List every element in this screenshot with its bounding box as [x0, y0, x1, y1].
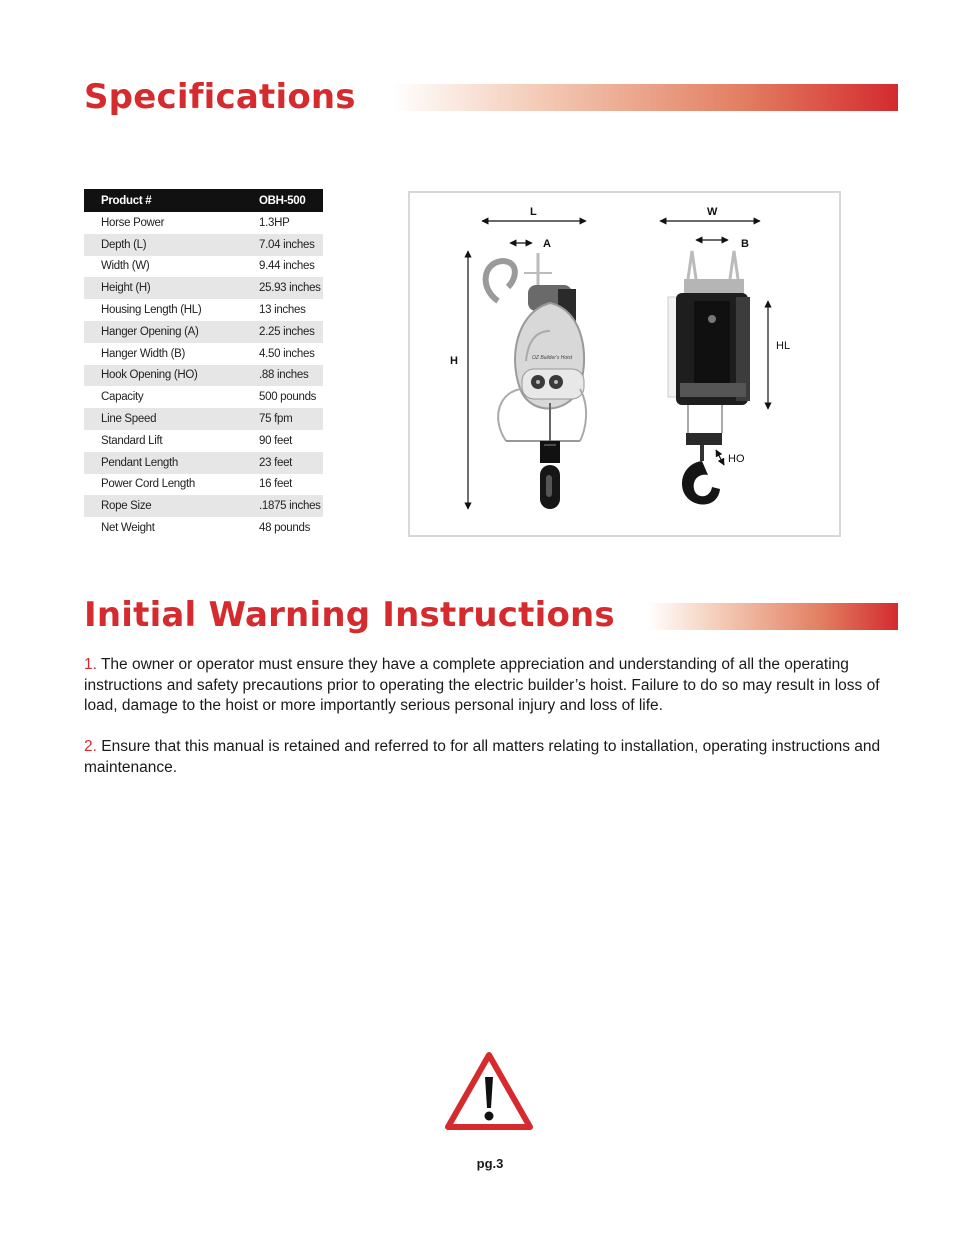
spec-value: 500 pounds	[259, 391, 317, 404]
label-HO: HO	[728, 453, 745, 465]
spec-table-row	[84, 386, 323, 408]
spec-table-row	[84, 495, 323, 517]
spec-value: 9.44 inches	[259, 260, 315, 273]
spec-value: 25.93 inches	[259, 277, 323, 299]
spec-label: Net Weight	[101, 522, 155, 535]
spec-table-row	[84, 430, 323, 452]
warning-item-number: 2.	[84, 738, 97, 755]
spec-value: 90 feet	[259, 434, 293, 447]
hoist-front-view	[668, 251, 750, 505]
spec-label: Height (H)	[84, 277, 259, 299]
spec-label: Pendant Length	[84, 452, 259, 474]
label-L: L	[530, 206, 537, 218]
spec-table-row	[84, 365, 323, 387]
spec-label: Capacity	[101, 391, 144, 404]
spec-label: Width (W)	[101, 260, 150, 273]
spec-table-row	[84, 321, 323, 343]
label-B: B	[741, 238, 749, 250]
spec-value: 2.25 inches	[259, 321, 323, 343]
spec-value: 13 inches	[259, 304, 306, 317]
page-number: pg.3	[476, 1156, 504, 1171]
spec-value: 16 feet	[259, 478, 293, 491]
spec-table-row	[84, 408, 323, 430]
spec-value: .1875 inches	[259, 495, 323, 517]
spec-label: Hanger Opening (A)	[84, 321, 259, 343]
spec-value: 1.3HP	[259, 216, 290, 229]
spec-table-row	[84, 452, 323, 474]
label-A: A	[543, 238, 551, 250]
spec-label: Rope Size	[84, 495, 259, 517]
label-W: W	[707, 206, 718, 218]
warning-item-1	[84, 655, 896, 717]
spec-value: 23 feet	[259, 452, 323, 474]
spec-label: Hook Opening (HO)	[84, 365, 259, 387]
spec-label: Power Cord Length	[101, 478, 195, 491]
spec-value: 75 fpm	[259, 408, 323, 430]
warning-item-text: Ensure that this manual is retained and referred to for all matters relating to installation, operating instructions and maintenance.	[84, 738, 881, 776]
label-H: H	[450, 355, 458, 367]
spec-table-row	[84, 299, 323, 321]
spec-table-row	[84, 517, 323, 539]
spec-label: Housing Length (HL)	[101, 304, 202, 317]
label-HL: HL	[776, 340, 791, 352]
title-gradient-bar	[648, 603, 898, 630]
title-gradient-bar	[392, 84, 898, 111]
warning-instructions-title: Initial Warning Instructions	[84, 595, 615, 635]
spec-table-header	[84, 189, 323, 212]
hoist-side-view	[486, 253, 586, 509]
warning-item-number: 1.	[84, 656, 97, 673]
specifications-title: Specifications	[84, 77, 356, 117]
spec-table-row	[84, 234, 323, 256]
spec-label: Depth (L)	[84, 234, 259, 256]
spec-value: 7.04 inches	[259, 234, 323, 256]
spec-table-row	[84, 256, 323, 278]
warning-triangle-icon	[444, 1051, 534, 1136]
spec-value: 48 pounds	[259, 522, 311, 535]
spec-table-row	[84, 212, 323, 234]
warning-item-text: The owner or operator must ensure they have a complete appreciation and understanding of all the operating instructions and safety precautions prior to operating the electric builder’s hoist. Failure to do so may result in loss of load, damage to the hoist or more importantly serious personal injury and loss of life.	[84, 656, 880, 715]
spec-value: 4.50 inches	[259, 347, 315, 360]
spec-value: .88 inches	[259, 365, 323, 387]
spec-table-row	[84, 474, 323, 496]
spec-label: Horse Power	[101, 216, 165, 229]
spec-label: Hanger Width (B)	[101, 347, 186, 360]
spec-table-row	[84, 277, 323, 299]
spec-table-row	[84, 343, 323, 365]
spec-label: Line Speed	[84, 408, 259, 430]
spec-header-label: Product #	[84, 189, 259, 212]
hoist-brand-text: OZ Builder's Hoist	[532, 355, 573, 361]
hoist-dimension-diagram	[408, 191, 841, 537]
warning-item-2	[84, 737, 896, 778]
spec-label: Standard Lift	[101, 434, 163, 447]
spec-header-product: OBH-500	[259, 189, 323, 212]
spec-table	[84, 189, 323, 539]
